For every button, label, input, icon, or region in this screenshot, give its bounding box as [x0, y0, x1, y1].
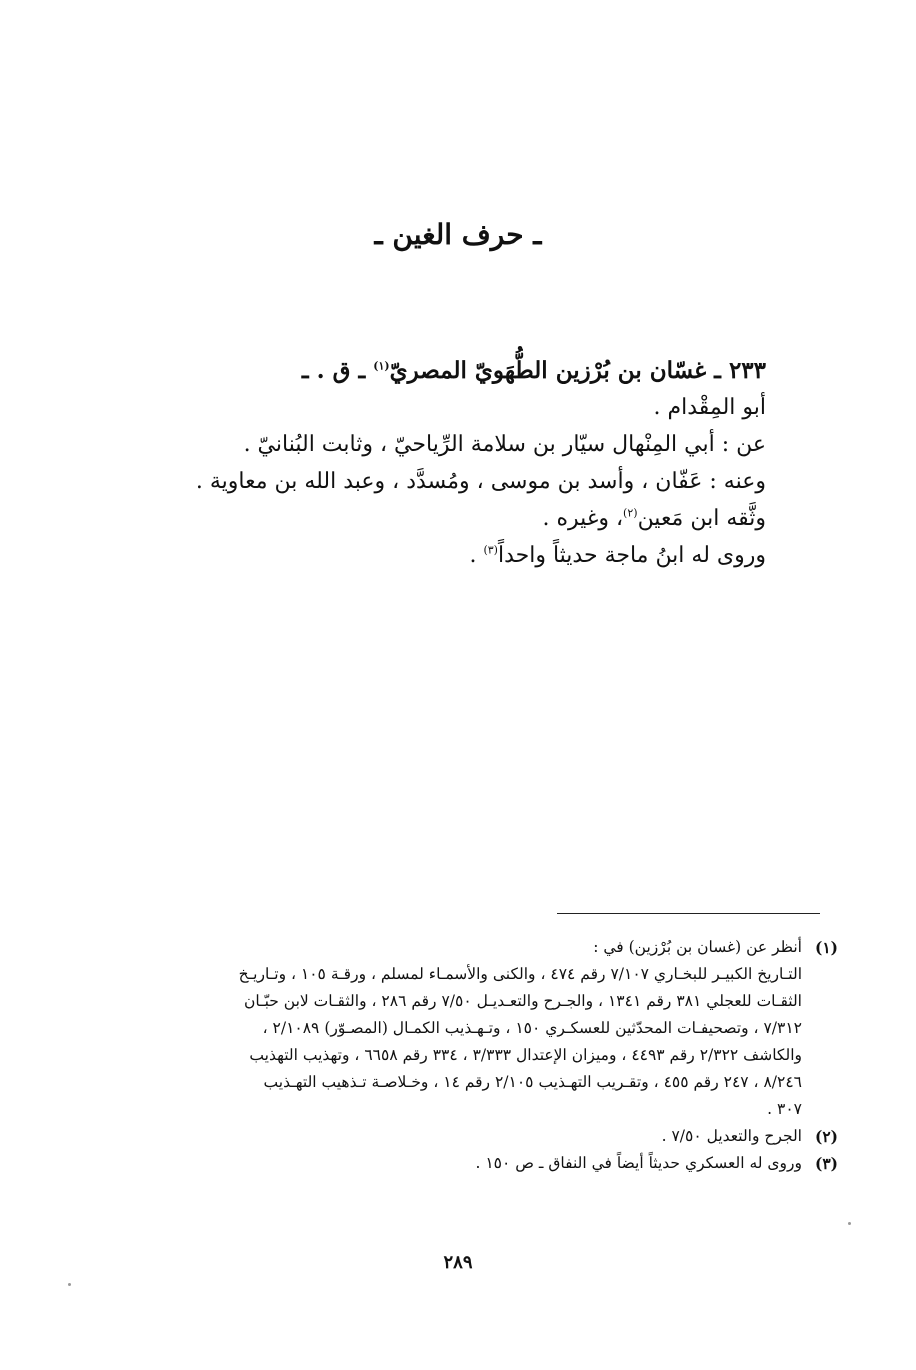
footnote-line: ٧/٣١٢ ، وتصحيفـات المحدّثين للعسكـري ١٥٠ ، وتـهـذيب الكمـال (المصـوّر) ٢/١٠٨٩ ،	[262, 1019, 802, 1037]
page-number: ٢٨٩	[443, 1252, 473, 1273]
footnote-ref-2[interactable]: (٢)	[623, 506, 638, 520]
footnote-line: ٨/٢٤٦ ، ٢٤٧ رقم ٤٥٥ ، وتقـريب التهـذيب ٢/١٠٥ رقم ١٤ ، وخـلاصـة تـذهيب التهـذيب	[263, 1073, 802, 1091]
entry-name: ـ غسّان بن بُرْزين الطُّهَويّ المصريّ	[389, 357, 721, 384]
footnote-line: الثقـات للعجلي ٣٨١ رقم ١٣٤١ ، والجـرح والتعـديـل ٧/٥٠ رقم ٢٨٦ ، والثقـات لابن حبّـان	[243, 992, 802, 1010]
footnote-line: ٣٠٧ .	[767, 1100, 802, 1118]
footnote-line: أنظر عن (غسان بن بُرْزين) في :	[593, 938, 802, 956]
footnote-line: الجرح والتعديل ٧/٥٠ .	[661, 1127, 802, 1145]
scan-speck	[68, 1283, 71, 1286]
footnote-1	[113, 934, 838, 1123]
entry-tawthiq	[126, 500, 766, 537]
entry-number: ٢٣٣	[728, 357, 766, 384]
tawthiq-tail: ، وغيره .	[542, 506, 624, 531]
footnote-number: (١)	[814, 938, 838, 957]
footnote-body	[113, 1123, 802, 1150]
riwaya-text: وروى له ابنُ ماجة حديثاً واحداً	[497, 543, 766, 568]
footnote-line: التـاريخ الكبيـر للبخـاري ٧/١٠٧ رقم ٤٧٤ ، والكنى والأسمـاء لمسلم ، ورقـة ١٠٥ ، وتـاريـخ	[238, 965, 802, 983]
footnote-divider	[557, 913, 820, 914]
biography-entry	[126, 352, 766, 574]
footnote-ref-1[interactable]: (١)	[373, 359, 390, 373]
footnote-3	[113, 1150, 838, 1177]
footnote-body	[113, 934, 802, 1123]
tawthiq-text: وثَّقه ابن مَعين	[637, 506, 766, 531]
entry-heading-tail: ـ ق . ـ	[301, 357, 374, 384]
footnote-2	[113, 1123, 838, 1150]
footnote-number: (٣)	[814, 1154, 838, 1173]
footnote-number: (٢)	[814, 1127, 838, 1146]
chapter-title: ـ حرف الغين ـ	[374, 218, 542, 251]
footnote-line: والكاشف ٢/٣٢٢ رقم ٤٤٩٣ ، وميزان الإعتدال ٣/٣٣٣ ، ٣٣٤ رقم ٦٦٥٨ ، وتهذيب التهذيب	[249, 1046, 802, 1064]
footnote-body	[113, 1150, 802, 1177]
footnotes	[113, 934, 838, 1177]
scan-speck	[848, 1222, 851, 1225]
entry-teachers: عن : أبي المِنْهال سيّار بن سلامة الرِّياحيّ ، وثابت البُنانيّ .	[243, 432, 766, 457]
entry-heading	[126, 352, 766, 389]
entry-students: وعنه : عَفّان ، وأسد بن موسى ، ومُسدَّد ، وعبد الله بن معاوية .	[195, 469, 766, 494]
entry-riwaya	[126, 537, 766, 574]
footnote-line: وروى له العسكري حديثاً أيضاً في النفاق ـ ص ١٥٠ .	[475, 1154, 802, 1172]
footnote-ref-3[interactable]: (٣)	[483, 543, 498, 557]
riwaya-tail: .	[469, 543, 484, 568]
entry-kunya: أبو المِقْدام .	[653, 395, 766, 420]
